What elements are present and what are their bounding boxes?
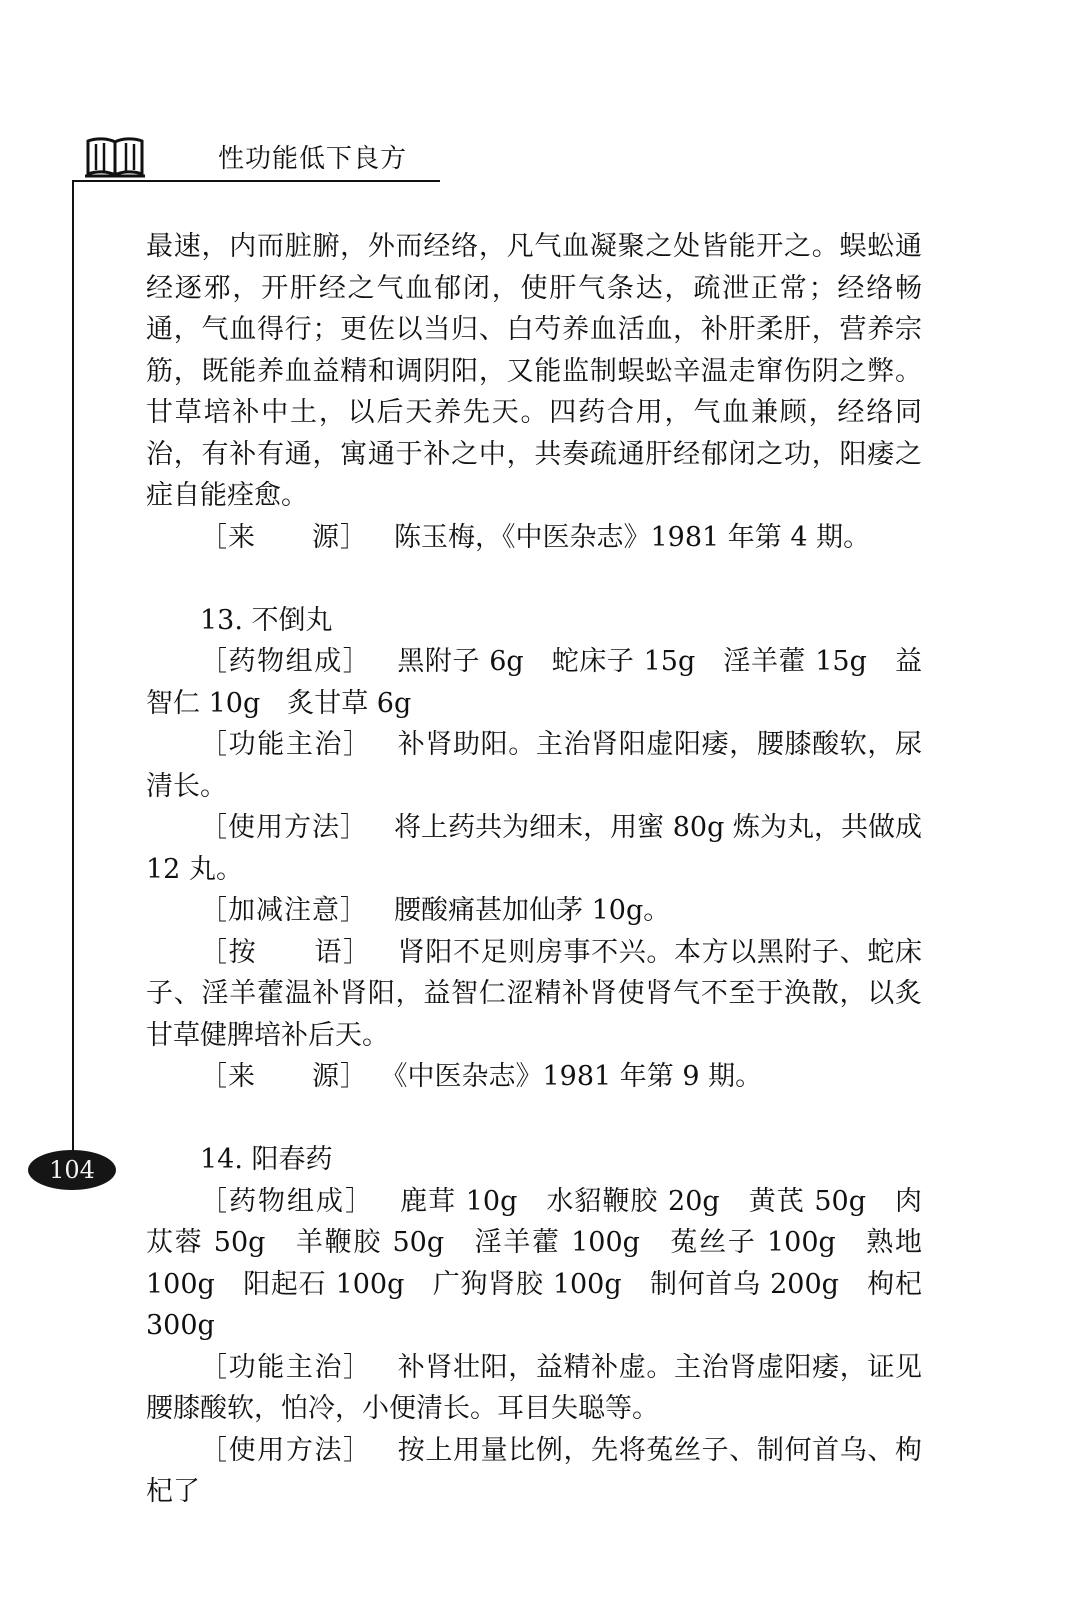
commentary-field <box>146 932 922 1057</box>
margin-rule <box>72 180 74 1190</box>
ingredients-field <box>146 641 922 724</box>
running-title: 性功能低下良方 <box>218 144 408 174</box>
modifications-field <box>146 890 922 932</box>
continuation-paragraph <box>146 226 922 517</box>
field-label: ［按 语］ <box>200 936 372 968</box>
field-text: 将上药共为细末，用蜜 80g 炼为丸，共做成 12 丸。 <box>146 812 922 885</box>
field-text: 黑附子 6g 蛇床子 15g 淫羊藿 15g 益智仁 10g 炙甘草 6g <box>146 646 922 719</box>
body-text <box>146 226 922 1513</box>
paragraph-text: 最速，内而脏腑，外而经络，凡气血凝聚之处皆能开之。蜈蚣通经逐邪，开肝经之气血郁闭，使肝气条达，疏泄正常；经络畅通，气血得行；更佐以当归、白芍养血活血，补肝柔肝，营养宗筋，既能养血益精和调阴阳，又能监制蜈蚣辛温走窜伤阴之弊。甘草培补中土，以后天养先天。四药合用，气血兼顾，经络同治，有补有通，寓通于补之中，共奏疏通肝经郁闭之功，阳痿之症自能痊愈。 <box>146 231 922 511</box>
source-field <box>146 1056 922 1098</box>
field-label: ［药物组成］ <box>200 646 372 677</box>
field-text: 按上用量比例，先将菟丝子、制何首乌、枸杞了 <box>146 1434 922 1507</box>
field-label: ［使用方法］ <box>200 812 369 843</box>
usage-field <box>146 1430 922 1513</box>
field-text: 腰酸痛甚加仙茅 10g。 <box>394 895 671 926</box>
recipe-heading <box>146 600 922 642</box>
usage-field <box>146 807 922 890</box>
field-text: 《中医杂志》1981 年第 9 期。 <box>394 1061 763 1092</box>
recipe-title: 14. 阳春药 <box>200 1144 333 1175</box>
field-label: ［药物组成］ <box>200 1185 375 1217</box>
page-number: 104 <box>28 1150 116 1190</box>
indications-field <box>146 724 922 807</box>
recipe-title: 13. 不倒丸 <box>200 604 333 636</box>
header-rule <box>72 180 440 182</box>
recipe-heading <box>146 1139 922 1181</box>
field-label: ［加减注意］ <box>200 895 368 926</box>
field-label: ［功能主治］ <box>200 729 372 760</box>
field-text: 鹿茸 10g 水貂鞭胶 20g 黄芪 50g 肉苁蓉 50g 羊鞭胶 50g 淫羊藿 100g 菟丝子 100g 熟地 100g 阳起石 100g 广狗肾胶 100g 制何首乌 200g 枸杞 300g <box>146 1185 923 1341</box>
ingredients-field <box>146 1181 922 1347</box>
page-header <box>78 130 438 182</box>
indications-field <box>146 1347 922 1430</box>
field-text: 补肾壮阳，益精补虚。主治肾虚阳痿，证见腰膝酸软，怕冷，小便清长。耳目失聪等。 <box>146 1351 922 1424</box>
field-text: 肾阳不足则房事不兴。本方以黑附子、蛇床子、淫羊藿温补肾阳，益智仁涩精补肾使肾气不至于涣散，以炙甘草健脾培补后天。 <box>146 936 922 1051</box>
source-field <box>146 517 922 559</box>
field-text: 陈玉梅，《中医杂志》1981 年第 4 期。 <box>394 521 871 553</box>
field-label: ［功能主治］ <box>200 1351 372 1383</box>
field-text: 补肾助阳。主治肾阳虚阳痿，腰膝酸软，尿清长。 <box>146 729 922 802</box>
field-label: ［来 源］ <box>200 521 368 553</box>
field-label: ［使用方法］ <box>200 1434 372 1466</box>
field-label: ［来 源］ <box>200 1061 368 1092</box>
book-icon <box>84 136 146 178</box>
